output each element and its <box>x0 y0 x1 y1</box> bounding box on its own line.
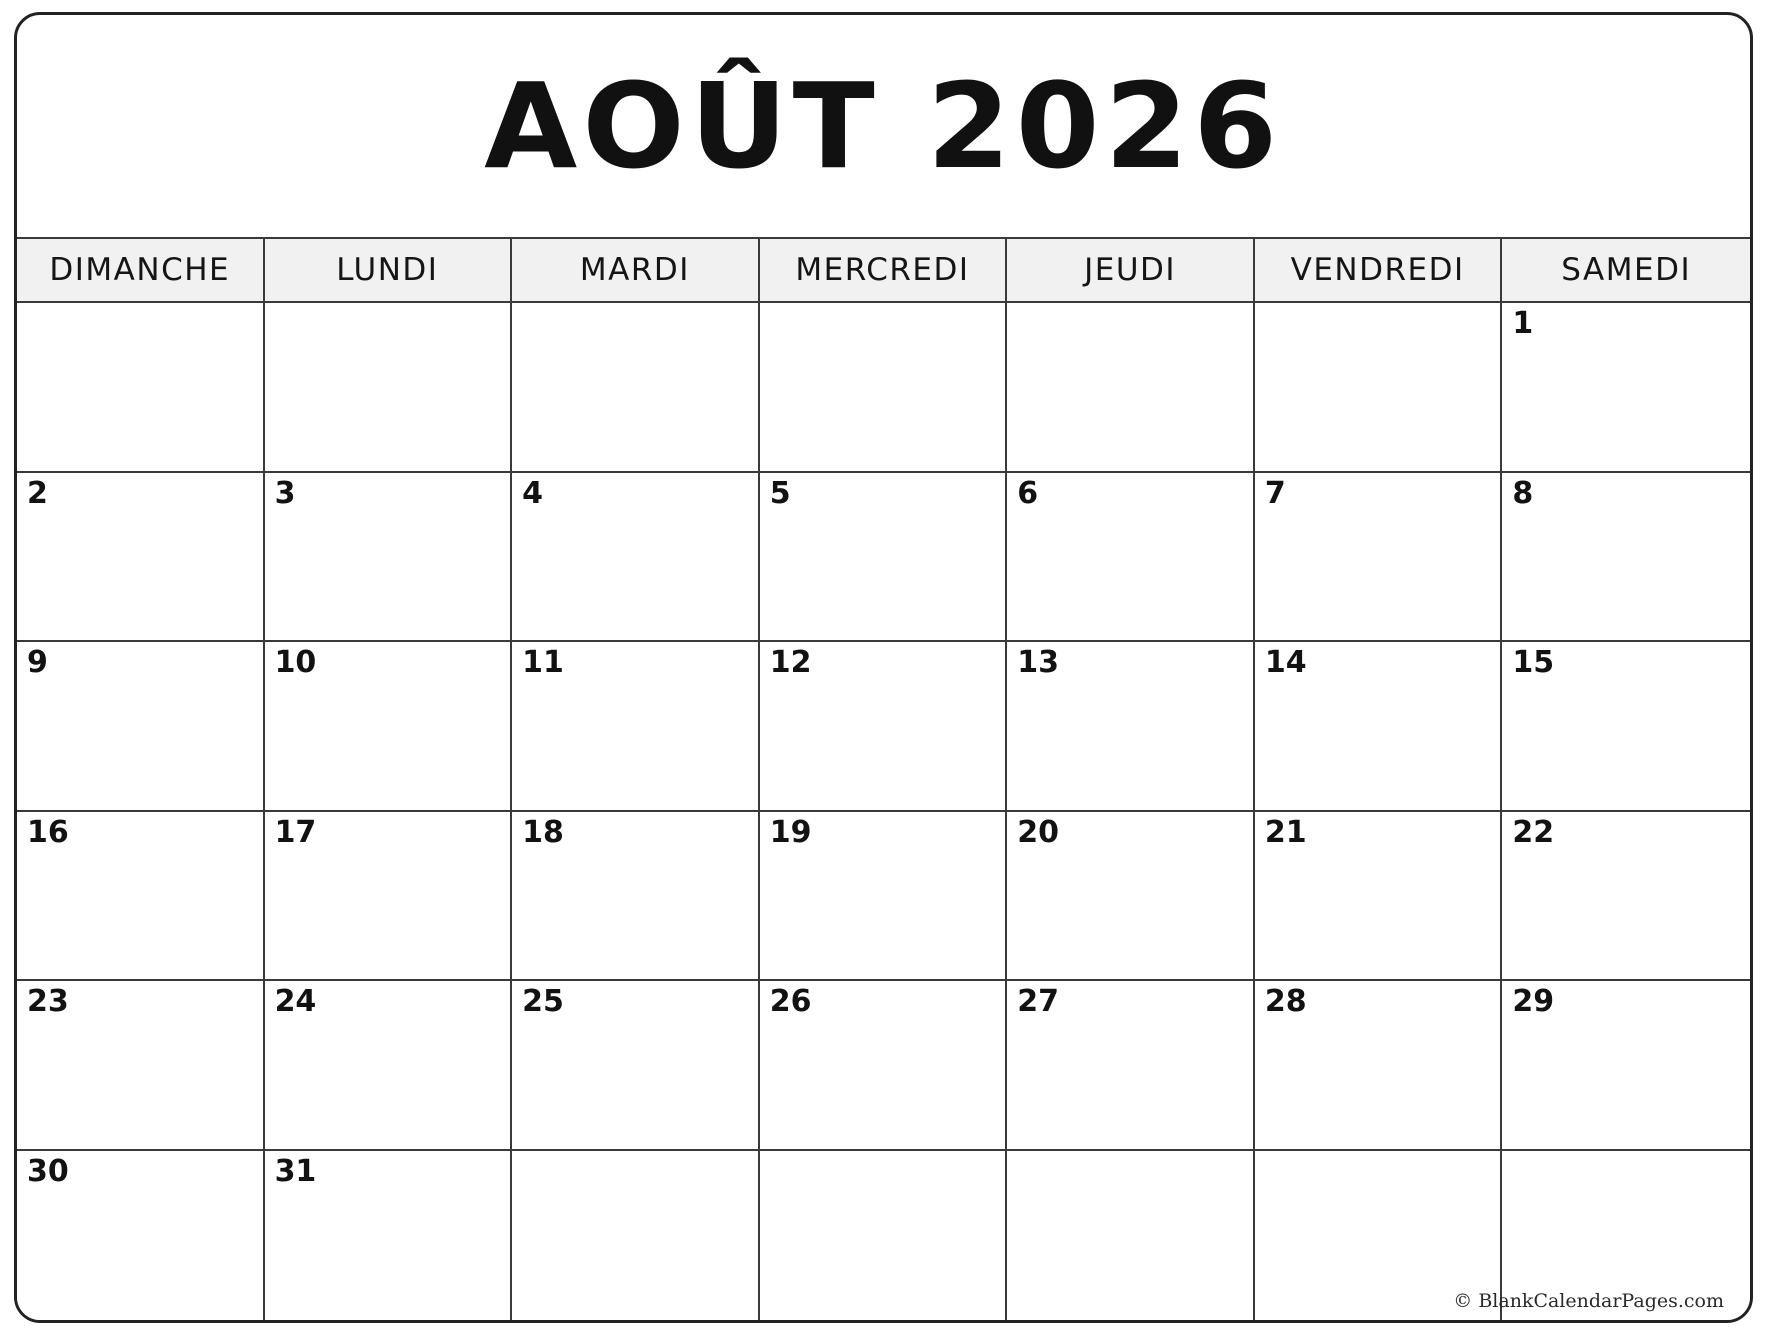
day-number: 10 <box>274 645 317 680</box>
day-number: 6 <box>1017 475 1039 511</box>
day-number: 30 <box>27 1153 69 1189</box>
calendar-day-cell[interactable] <box>760 1151 1008 1321</box>
weekday-header-cell: JEUDI <box>1007 239 1255 301</box>
calendar-day-cell[interactable] <box>17 981 265 1151</box>
day-number: 14 <box>1264 645 1307 680</box>
day-number: 8 <box>1512 475 1534 511</box>
calendar-day-cell[interactable] <box>1255 981 1503 1151</box>
day-number: 21 <box>1264 814 1307 850</box>
calendar-day-cell[interactable] <box>265 1151 513 1321</box>
weekday-header-cell: MARDI <box>512 239 760 301</box>
calendar-day-cell[interactable] <box>265 812 513 982</box>
day-number: 9 <box>27 645 48 680</box>
day-number: 28 <box>1264 984 1307 1019</box>
calendar-day-cell[interactable] <box>1255 303 1503 473</box>
day-number: 27 <box>1017 984 1060 1019</box>
day-number: 31 <box>274 1153 317 1189</box>
day-number: 17 <box>274 814 317 850</box>
calendar-day-cell[interactable] <box>1255 642 1503 812</box>
day-number: 13 <box>1017 645 1060 680</box>
calendar-day-cell[interactable] <box>1255 812 1503 982</box>
calendar-day-cell[interactable] <box>265 303 513 473</box>
calendar-day-cell[interactable] <box>1007 812 1255 982</box>
day-number: 23 <box>27 984 69 1019</box>
calendar-day-cell[interactable] <box>512 981 760 1151</box>
calendar-day-cell[interactable] <box>760 642 1008 812</box>
day-number: 20 <box>1017 814 1060 850</box>
calendar-day-cell[interactable] <box>17 1151 265 1321</box>
calendar-day-cell[interactable] <box>760 812 1008 982</box>
calendar-day-cell[interactable] <box>1502 642 1750 812</box>
calendar-day-cell[interactable] <box>512 473 760 643</box>
calendar-day-cell[interactable] <box>512 303 760 473</box>
calendar-day-cell[interactable] <box>1007 473 1255 643</box>
calendar-day-cell[interactable] <box>512 812 760 982</box>
calendar-day-cell[interactable] <box>265 642 513 812</box>
weekday-header-cell: VENDREDI <box>1255 239 1503 301</box>
calendar-frame <box>14 12 1753 1323</box>
weekday-header-cell: DIMANCHE <box>17 239 265 301</box>
calendar-day-cell[interactable] <box>512 642 760 812</box>
calendar-day-cell[interactable] <box>760 473 1008 643</box>
calendar-day-cell[interactable] <box>1007 1151 1255 1321</box>
calendar-day-cell[interactable] <box>17 642 265 812</box>
day-number: 22 <box>1512 814 1555 850</box>
day-number: 4 <box>522 475 544 511</box>
calendar-title-bar <box>17 15 1750 237</box>
day-number: 24 <box>274 984 317 1019</box>
calendar-day-cell[interactable] <box>265 473 513 643</box>
calendar-day-cell[interactable] <box>1502 303 1750 473</box>
calendar-grid <box>17 303 1750 1320</box>
day-number: 2 <box>27 475 48 511</box>
day-number: 25 <box>522 984 564 1019</box>
day-number: 11 <box>522 645 564 680</box>
weekday-header-cell: MERCREDI <box>760 239 1008 301</box>
calendar-day-cell[interactable] <box>265 981 513 1151</box>
day-number: 5 <box>769 475 791 511</box>
day-number: 1 <box>1512 306 1534 341</box>
calendar-day-cell[interactable] <box>1007 981 1255 1151</box>
footer-credit: © BlankCalendarPages.com <box>1453 1290 1724 1312</box>
day-number: 12 <box>769 645 812 680</box>
calendar-day-cell[interactable] <box>1502 812 1750 982</box>
calendar-day-cell[interactable] <box>17 812 265 982</box>
day-number: 7 <box>1264 475 1286 511</box>
weekday-header-cell: LUNDI <box>265 239 513 301</box>
calendar-day-cell[interactable] <box>760 981 1008 1151</box>
day-number: 16 <box>27 814 69 850</box>
day-number: 26 <box>769 984 812 1019</box>
day-number: 18 <box>522 814 564 850</box>
calendar-day-cell[interactable] <box>1007 642 1255 812</box>
calendar-day-cell[interactable] <box>1502 473 1750 643</box>
weekday-header-cell: SAMEDI <box>1561 252 1692 288</box>
day-number: 15 <box>1512 645 1555 680</box>
calendar-day-cell[interactable] <box>17 303 265 473</box>
day-number: 3 <box>274 475 296 511</box>
calendar-day-cell[interactable] <box>1255 473 1503 643</box>
page-title: AOÛT 2026 <box>484 57 1283 195</box>
calendar-day-cell[interactable] <box>17 473 265 643</box>
weekday-header-row <box>17 237 1750 303</box>
day-number: 29 <box>1512 984 1555 1019</box>
calendar-day-cell[interactable] <box>1502 981 1750 1151</box>
calendar-day-cell[interactable] <box>512 1151 760 1321</box>
calendar-day-cell[interactable] <box>1007 303 1255 473</box>
day-number: 19 <box>769 814 812 850</box>
calendar-day-cell[interactable] <box>760 303 1008 473</box>
